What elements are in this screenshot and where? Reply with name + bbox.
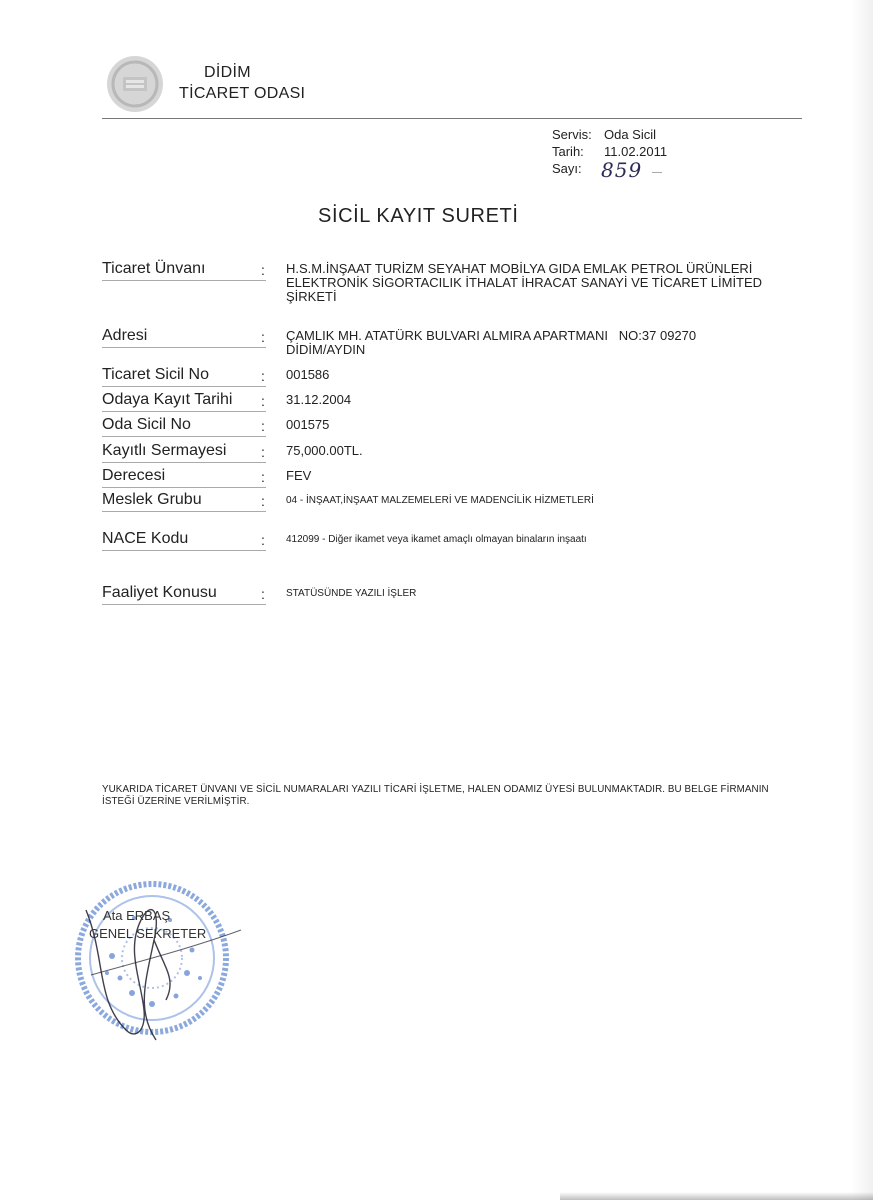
signatory-name: Ata ERBAŞ (103, 908, 171, 923)
meta-servis-label: Servis: (552, 127, 592, 142)
field-colon: : (261, 469, 265, 485)
meta-sayi-value: 859 (601, 158, 643, 182)
field-colon: : (261, 586, 265, 602)
org-name-line1: DİDİM (204, 64, 251, 81)
field-label: Derecesi (102, 467, 266, 488)
field-value: ÇAMLIK MH. ATATÜRK BULVARI ALMIRA APARTMANI NO:37 09270 DİDİM/AYDIN (286, 328, 700, 357)
field-label: Ticaret Sicil No (102, 366, 266, 387)
field-colon: : (261, 418, 265, 434)
field-colon: : (261, 329, 265, 345)
meta-tarih-value: 11.02.2011 (604, 144, 668, 159)
field-label: Oda Sicil No (102, 416, 266, 437)
field-colon: : (261, 493, 265, 509)
meta-sayi-label: Sayı: (552, 161, 582, 176)
field-colon: : (261, 444, 265, 460)
footer-statement: YUKARIDA TİCARET ÜNVANI VE SİCİL NUMARALARI YAZILI TİCARİ İŞLETME, HALEN ODAMIZ ÜYESİ BULUNMAKTADIR. BU BELGE FİRMANIN İSTEĞİ ÜZERİNE VERİLMİŞTİR. (102, 784, 769, 807)
field-colon: : (261, 393, 265, 409)
field-label: Odaya Kayıt Tarihi (102, 391, 266, 412)
header-divider (102, 118, 802, 119)
field-value: STATÜSÜNDE YAZILI İŞLER (286, 588, 417, 599)
org-name-line2: TİCARET ODASI (179, 85, 306, 102)
field-value: FEV (286, 468, 312, 483)
field-value: 75,000.00TL. (286, 443, 363, 458)
meta-tarih-label: Tarih: (552, 144, 584, 159)
document-title: SİCİL KAYIT SURETİ (318, 205, 519, 227)
field-colon: : (261, 368, 265, 384)
meta-servis (552, 126, 667, 143)
field-label: Meslek Grubu (102, 491, 266, 512)
field-value: 31.12.2004 (286, 392, 352, 407)
field-label: Ticaret Ünvanı (102, 260, 266, 281)
field-value: H.S.M.İNŞAAT TURİZM SEYAHAT MOBİLYA GIDA EMLAK PETROL ÜRÜNLERİ ELEKTRONİK SİGORTACILIK İTHALAT İHRACAT SANAYİ VE TİCARET LİMİTED ŞİRKETİ (286, 261, 763, 304)
signatory-title: GENEL SEKRETER (89, 926, 207, 941)
field-value: 412099 - Diğer ikamet veya ikamet amaçlı olmayan binaların inşaatı (286, 534, 587, 545)
field-value: 001575 (286, 417, 330, 432)
handwritten-signature-icon (66, 880, 246, 1050)
field-value: 04 - İNŞAAT,İNŞAAT MALZEMELERİ VE MADENCİLİK HİZMETLERİ (286, 495, 594, 506)
chamber-logo-icon (106, 55, 164, 113)
field-label: NACE Kodu (102, 530, 266, 551)
field-label: Faaliyet Konusu (102, 584, 266, 605)
field-colon: : (261, 262, 265, 278)
field-label: Adresi (102, 327, 266, 348)
meta-servis-value: Oda Sicil (604, 127, 657, 142)
scan-shadow-bottom (560, 1192, 873, 1200)
sayi-underline (652, 172, 662, 173)
field-label: Kayıtlı Sermayesi (102, 442, 266, 463)
field-colon: : (261, 532, 265, 548)
scan-shadow-right (851, 0, 873, 1200)
field-value: 001586 (286, 367, 330, 382)
